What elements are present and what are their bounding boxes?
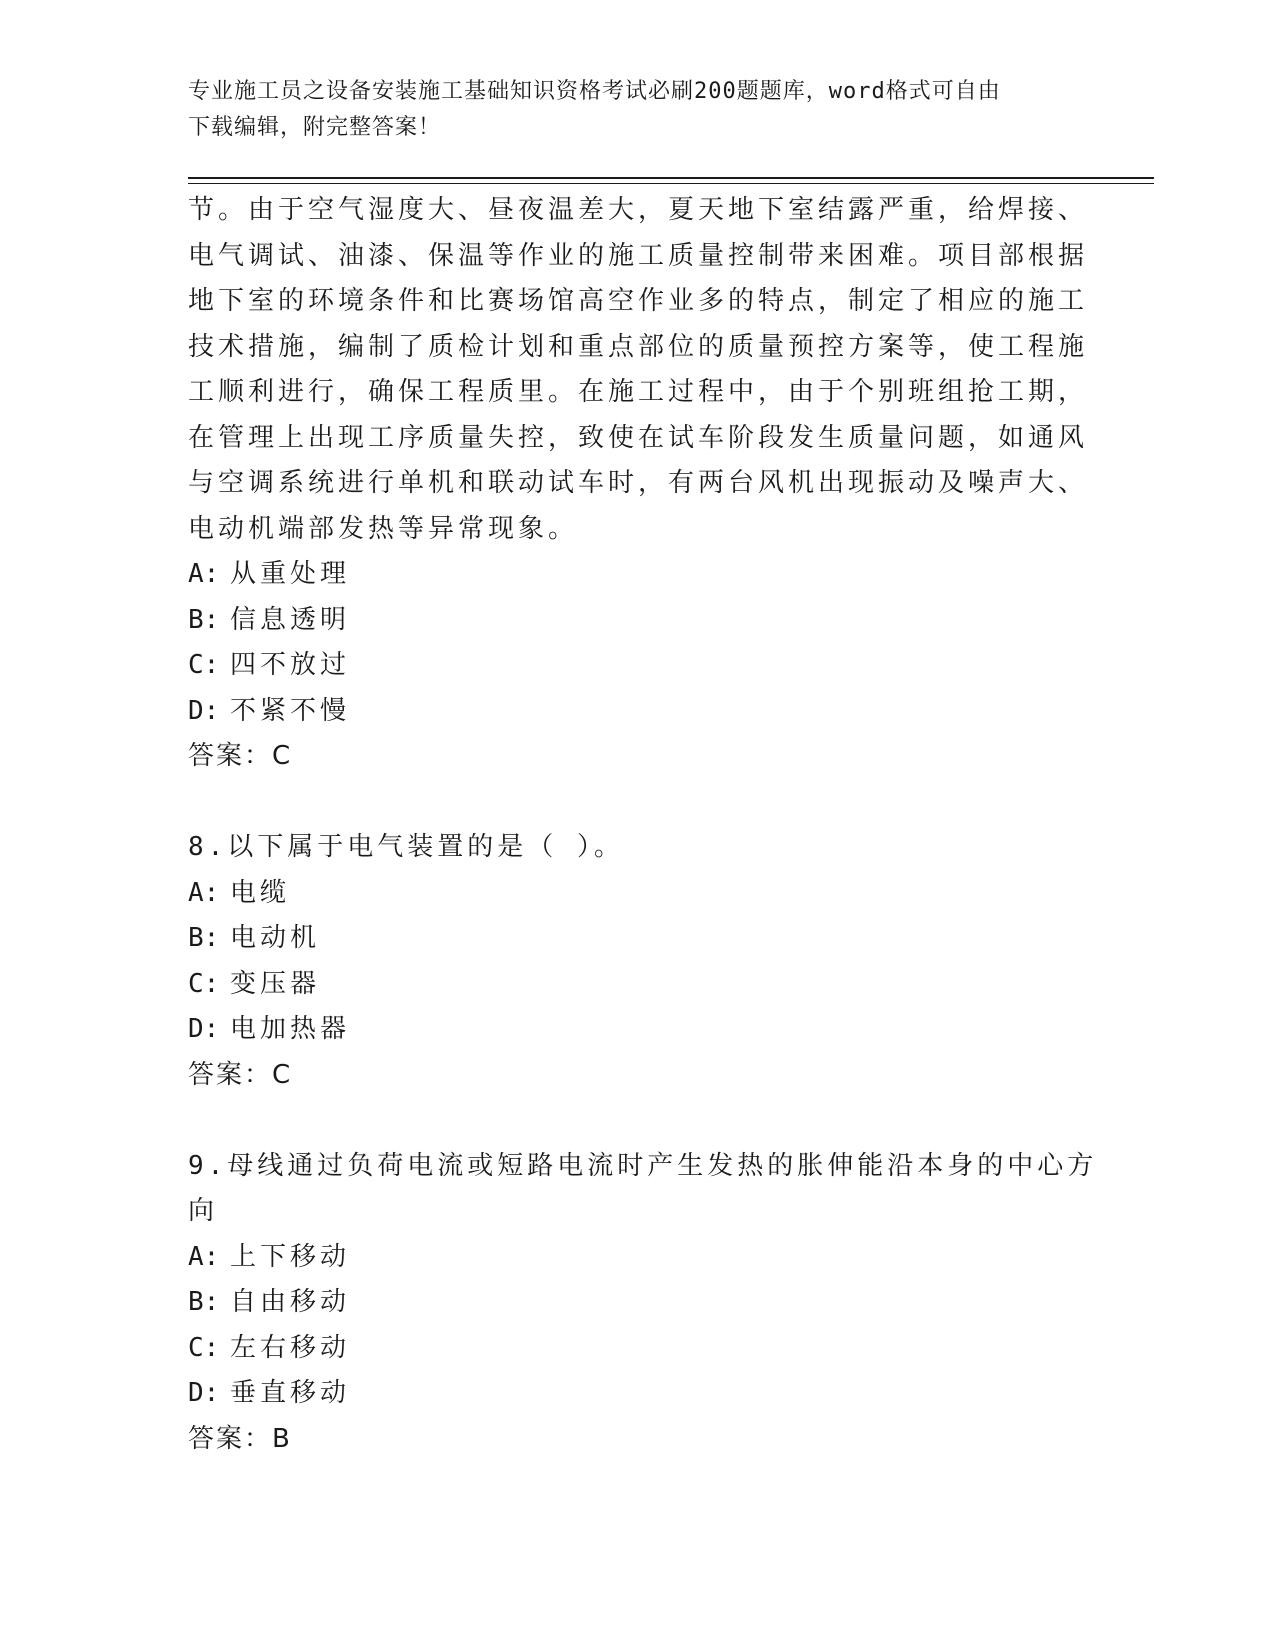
option-text: 电动机 bbox=[230, 923, 321, 953]
question-content bbox=[188, 188, 1098, 1462]
answer-line: 答案：C bbox=[188, 741, 293, 771]
option-b bbox=[188, 598, 1068, 644]
question-7 bbox=[188, 188, 1089, 780]
question-9 bbox=[188, 1144, 1098, 1463]
option-key: B: bbox=[188, 1287, 220, 1317]
option-text: 从重处理 bbox=[230, 559, 351, 589]
spacer bbox=[188, 1098, 1068, 1144]
question-text-line: 节。由于空气湿度大、昼夜温差大，夏天地下室结露严重，给焊接、 bbox=[188, 195, 1089, 225]
option-text: 信息透明 bbox=[230, 604, 351, 635]
option-text: 自由移动 bbox=[230, 1287, 351, 1317]
option-key: C: bbox=[188, 968, 220, 999]
header-rule-thick bbox=[188, 177, 1154, 179]
question-text-line: 8.以下属于电气装置的是（ ）。 bbox=[188, 832, 624, 862]
question-8 bbox=[188, 825, 1068, 1098]
question-text-line: 向 bbox=[188, 1196, 219, 1226]
question-text-line: 工顺利进行，确保工程质里。在施工过程中，由于个别班组抢工期， bbox=[188, 377, 1089, 407]
question-text-line: 与空调系统进行单机和联动试车时，有两台风机出现振动及噪声大、 bbox=[188, 468, 1089, 498]
question-text-line: 技术措施，编制了质检计划和重点部位的质量预控方案等，使工程施 bbox=[188, 331, 1089, 362]
header-rule-thin bbox=[188, 183, 1154, 184]
option-key: B: bbox=[188, 923, 220, 953]
option-c bbox=[188, 643, 1068, 689]
option-a bbox=[188, 1235, 1068, 1281]
option-b bbox=[188, 916, 1068, 962]
option-key: A: bbox=[188, 1241, 220, 1272]
option-key: A: bbox=[188, 559, 220, 589]
option-text: 四不放过 bbox=[230, 650, 351, 680]
option-text: 垂直移动 bbox=[230, 1378, 351, 1408]
option-c bbox=[188, 1326, 1068, 1372]
question-text-line: 电气调试、油漆、保温等作业的施工质量控制带来困难。项目部根据 bbox=[188, 240, 1089, 271]
spacer bbox=[188, 780, 1068, 826]
question-text-line: 电动机端部发热等异常现象。 bbox=[188, 513, 579, 544]
option-key: D: bbox=[188, 1014, 220, 1044]
question-text-line: 9.母线通过负荷电流或短路电流时产生发热的胀伸能沿本身的中心方 bbox=[188, 1150, 1098, 1181]
option-a bbox=[188, 552, 1068, 598]
option-text: 上下移动 bbox=[230, 1241, 351, 1272]
option-key: C: bbox=[188, 1332, 220, 1363]
option-text: 不紧不慢 bbox=[230, 695, 351, 726]
option-key: A: bbox=[188, 877, 220, 908]
option-key: D: bbox=[188, 695, 220, 726]
option-key: B: bbox=[188, 604, 220, 635]
option-d bbox=[188, 689, 1068, 735]
option-b bbox=[188, 1280, 1068, 1326]
option-d bbox=[188, 1371, 1068, 1417]
page-header bbox=[188, 74, 1068, 146]
question-text-line: 地下室的环境条件和比赛场馆高空作业多的特点，制定了相应的施工 bbox=[188, 286, 1089, 316]
option-text: 电加热器 bbox=[230, 1014, 351, 1044]
header-line-1: 专业施工员之设备安装施工基础知识资格考试必刷200题题库，word格式可自由 bbox=[188, 79, 1001, 104]
option-text: 左右移动 bbox=[230, 1332, 351, 1363]
answer-line: 答案：C bbox=[188, 1059, 293, 1090]
option-d bbox=[188, 1007, 1068, 1053]
header-line-2: 下载编辑，附完整答案！ bbox=[188, 115, 442, 140]
option-c bbox=[188, 962, 1068, 1008]
option-key: C: bbox=[188, 650, 220, 680]
option-key: D: bbox=[188, 1378, 220, 1408]
option-text: 电缆 bbox=[230, 877, 291, 908]
option-text: 变压器 bbox=[230, 968, 321, 999]
option-a bbox=[188, 871, 1068, 917]
question-text-line: 在管理上出现工序质量失控，致使在试车阶段发生质量问题，如通风 bbox=[188, 422, 1089, 453]
answer-line: 答案：B bbox=[188, 1423, 292, 1454]
